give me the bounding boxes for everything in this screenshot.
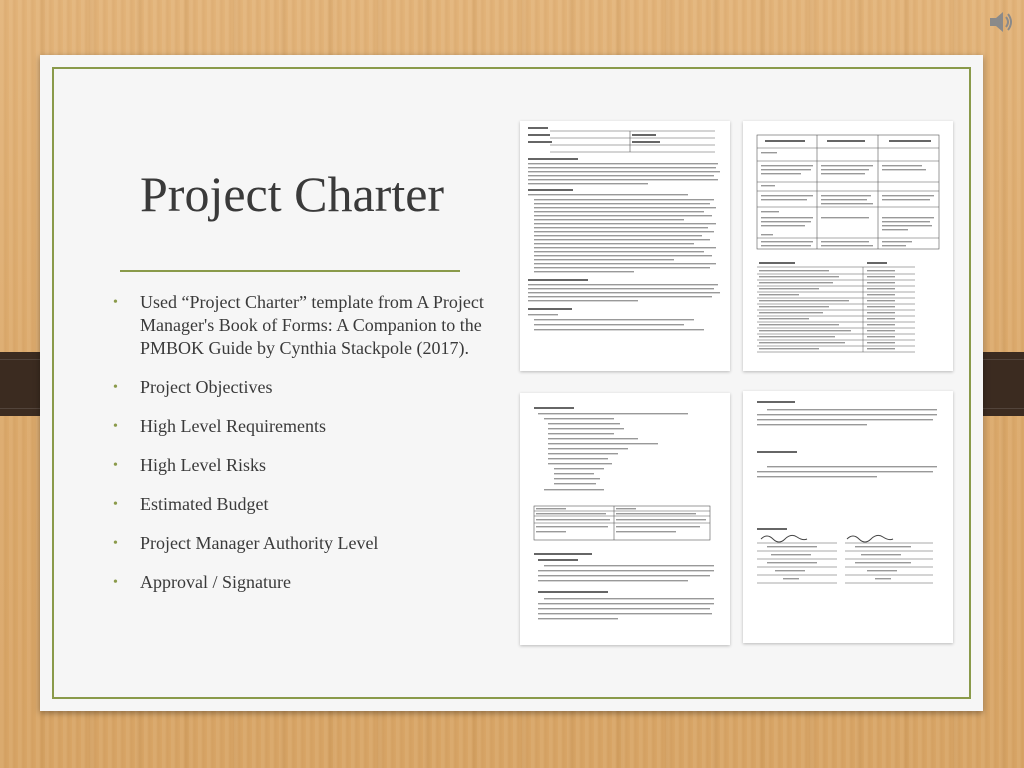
bullet-dot: • xyxy=(113,295,118,310)
title-underline xyxy=(120,270,460,272)
bullet-text: Project Objectives xyxy=(140,377,273,397)
bullet-dot: • xyxy=(113,380,118,395)
bullet-dot: • xyxy=(113,536,118,551)
charter-page-2-thumbnail xyxy=(743,121,953,371)
bullet-text: Approval / Signature xyxy=(140,572,291,592)
slide-card xyxy=(40,55,983,711)
bullet-dot: • xyxy=(113,575,118,590)
bullet-item xyxy=(110,376,490,415)
bullet-item xyxy=(110,454,490,493)
bullet-item xyxy=(110,415,490,454)
bullet-text: Estimated Budget xyxy=(140,494,269,514)
bullet-item xyxy=(110,291,490,360)
bullet-item xyxy=(110,493,490,532)
bullet-item xyxy=(110,532,490,571)
speaker-icon[interactable] xyxy=(987,9,1015,35)
charter-page-3-thumbnail xyxy=(520,393,730,645)
bullet-text: Project Manager Authority Level xyxy=(140,533,379,553)
bullet-dot: • xyxy=(113,497,118,512)
bullet-item xyxy=(110,571,490,610)
bullet-list xyxy=(110,291,490,610)
charter-page-1-thumbnail xyxy=(520,121,730,371)
slide-title: Project Charter xyxy=(140,166,445,222)
bullet-dot: • xyxy=(113,419,118,434)
bullet-text: Used “Project Charter” template from A Project Manager's Book of Forms: A Companion to the PMBOK Guide by Cynthia Stackpole (2017). xyxy=(140,292,484,358)
charter-page-4-thumbnail xyxy=(743,391,953,643)
bullet-text: High Level Risks xyxy=(140,455,266,475)
bullet-dot: • xyxy=(113,458,118,473)
bullet-text: High Level Requirements xyxy=(140,416,326,436)
